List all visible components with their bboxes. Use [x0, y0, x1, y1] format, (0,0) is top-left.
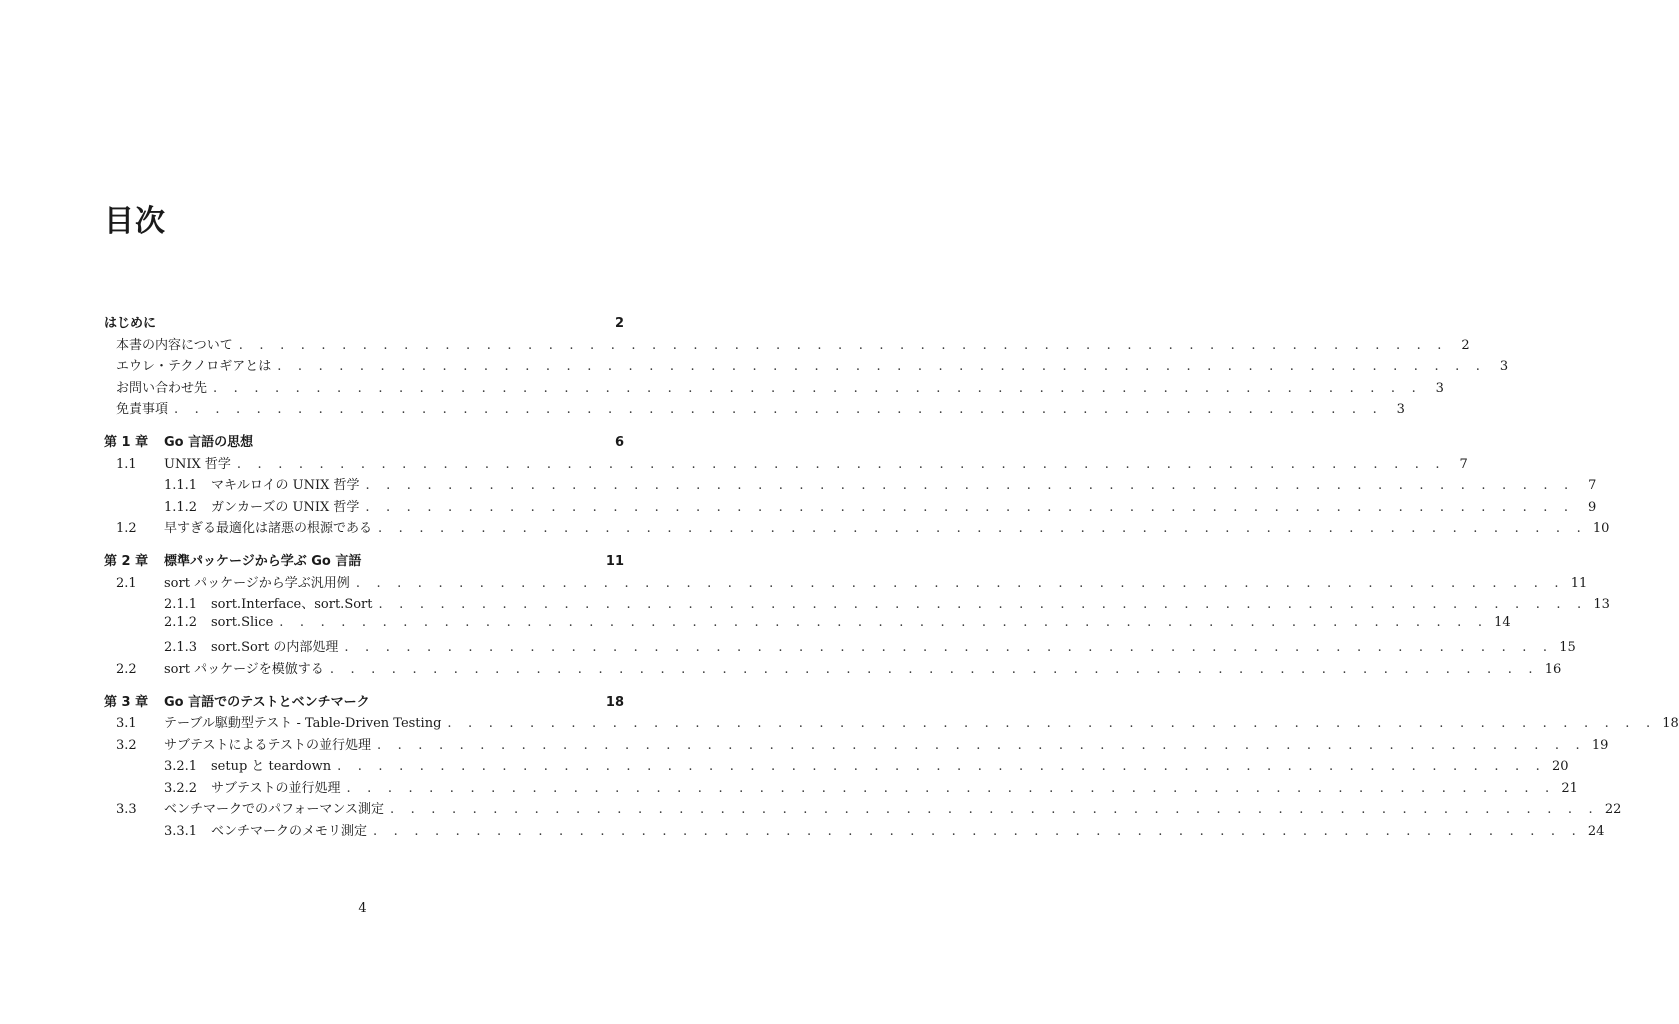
- toc-entry-label: Go 言語の思想: [164, 434, 254, 450]
- leader-dots: . . . . . . . . . . . . . . . . . . . . . . . . . . . . . . . . . . . . . . . . . . . . . . . . . . . . . . . . . . .: [329, 661, 1539, 677]
- toc-entry-number: 3.3: [116, 802, 137, 818]
- toc-front-item[interactable]: [104, 398, 1405, 420]
- table-of-contents: [104, 312, 1679, 842]
- leader-dots: . . . . . . . . . . . . . . . . . . . . . . . . . . . . . . . . . . . . . . . . . . . . . . . . . . . . . . . . . . .: [279, 614, 1489, 630]
- toc-entry-page: 21: [1561, 780, 1578, 796]
- leader-dots: . . . . . . . . . . . . . . . . . . . . . . . . . . . . . . . . . . . . . . . . . . . . . . . . . . . . . . . . . . .: [236, 456, 1446, 472]
- toc-entry-label: ベンチマークでのパフォーマンス測定: [164, 802, 384, 818]
- toc-entry-label: sort パッケージから学ぶ汎用例: [164, 575, 350, 591]
- toc-entry-number: 2.1.2: [164, 614, 198, 630]
- leader-dots: . . . . . . . . . . . . . . . . . . . . . . . . . . . . . . . . . . . . . . . . . . . . . . . . . . . . . . . . . . .: [337, 759, 1546, 775]
- toc-entry-page: 2: [614, 316, 624, 331]
- toc-subsection[interactable]: [104, 755, 1569, 777]
- toc-entry-number: 第 1 章: [104, 434, 149, 450]
- toc-entry-page: 3: [1435, 380, 1444, 396]
- toc-entry-label: sort パッケージを模倣する: [164, 661, 324, 677]
- leader-dots: . . . . . . . . . . . . . . . . . . . . . . . . . . . . . . . . . . . . . . . . . . . . . . . . . . . . . . . . . . .: [213, 380, 1422, 396]
- toc-entry-label: 免責事項: [116, 402, 169, 418]
- toc-section[interactable]: [104, 453, 1468, 475]
- toc-entry-page: 18: [605, 694, 624, 710]
- toc-entry-number: 1.1.2: [164, 499, 198, 515]
- toc-section[interactable]: [104, 734, 1609, 756]
- toc-entry-page: 11: [1570, 575, 1588, 591]
- toc-front-item[interactable]: [104, 334, 1470, 356]
- leader-dots: . . . . . . . . . . . . . . . . . . . . . . . . . . . . . . . . . . . . . . . . . . . . . . . . . . . . . . . . . . .: [355, 575, 1565, 591]
- leader-dots: . . . . . . . . . . . . . . . . . . . . . . . . . . . . . . . . . . . . . . . . . . . . . . . . . . . . . . . . . . .: [277, 359, 1487, 375]
- toc-section[interactable]: [104, 798, 1622, 820]
- leader-dots: . . . . . . . . . . . . . . . . . . . . . . . . . . . . . . . . . . . . . . . . . . . . . . . . . . . . . . . . . . .: [365, 499, 1575, 515]
- leader-dots: . . . . . . . . . . . . . . . . . . . . . . . . . . . . . . . . . . . . . . . . . . . . . . . . . . . . . . . . . . .: [389, 802, 1599, 818]
- toc-entry-page: 16: [1544, 661, 1562, 677]
- toc-entry-label: ガンカーズの UNIX 哲学: [211, 499, 360, 515]
- toc-subsection[interactable]: [104, 820, 1605, 842]
- leader-dots: . . . . . . . . . . . . . . . . . . . . . . . . . . . . . . . . . . . . . . . . . . . . . . . . . . . . . . . . . . .: [376, 737, 1586, 753]
- toc-chapter[interactable]: [104, 550, 624, 572]
- toc-entry-page: 7: [1459, 456, 1468, 472]
- toc-entry-label: sort.Slice: [211, 614, 274, 630]
- toc-entry-label: エウレ・テクノロギアとは: [116, 359, 272, 375]
- toc-entry-page: 20: [1551, 759, 1569, 775]
- toc-chapter[interactable]: [104, 691, 624, 713]
- toc-entry-number: 2.2: [116, 661, 137, 677]
- toc-entry-number: 1.1: [116, 456, 137, 472]
- toc-entry-label: ベンチマークのメモリ測定: [211, 824, 368, 840]
- toc-entry-label: テーブル駆動型テスト - Table-Driven Testing: [164, 716, 442, 732]
- toc-entry-page: 2: [1461, 337, 1470, 353]
- page-number: 4: [358, 901, 367, 916]
- toc-subsection[interactable]: [104, 636, 1576, 658]
- toc-entry-label: サブテストの並行処理: [211, 780, 341, 796]
- leader-dots: . . . . . . . . . . . . . . . . . . . . . . . . . . . . . . . . . . . . . . . . . . . . . . . . . . . . . . . . . . .: [378, 521, 1587, 537]
- toc-entry-page: 3: [1499, 359, 1509, 375]
- leader-dots: . . . . . . . . . . . . . . . . . . . . . . . . . . . . . . . . . . . . . . . . . . . . . . . . . . . . . . . . . . .: [238, 337, 1448, 353]
- toc-entry-number: 3.2.2: [164, 780, 198, 796]
- leader-dots: . . . . . . . . . . . . . . . . . . . . . . . . . . . . . . . . . . . . . . . . . . . . . . . . . . . . . . . . . . .: [365, 478, 1575, 494]
- toc-entry-label: サブテストによるテストの並行処理: [164, 737, 371, 753]
- toc-entry-number: 1.1.1: [164, 478, 198, 494]
- toc-front-heading[interactable]: [104, 312, 624, 334]
- toc-entry-page: 15: [1559, 640, 1576, 656]
- leader-dots: . . . . . . . . . . . . . . . . . . . . . . . . . . . . . . . . . . . . . . . . . . . . . . . . . . . . . . . . . . .: [344, 640, 1554, 656]
- toc-entry-number: 2.1.1: [164, 597, 198, 613]
- toc-entry-page: 24: [1587, 824, 1605, 840]
- toc-subsection[interactable]: [104, 496, 1597, 518]
- toc-entry-page: 13: [1593, 597, 1610, 613]
- leader-dots: . . . . . . . . . . . . . . . . . . . . . . . . . . . . . . . . . . . . . . . . . . . . . . . . . . . . . . . . . . .: [174, 402, 1383, 418]
- leader-dots: . . . . . . . . . . . . . . . . . . . . . . . . . . . . . . . . . . . . . . . . . . . . . . . . . . . . . . . . . . .: [346, 780, 1556, 796]
- toc-entry-label: setup と teardown: [211, 759, 332, 775]
- toc-entry-label: Go 言語でのテストとベンチマーク: [164, 694, 370, 710]
- toc-section[interactable]: [104, 517, 1610, 539]
- toc-entry-label: 早すぎる最適化は諸悪の根源である: [164, 521, 373, 537]
- page-title: 目次: [104, 204, 166, 239]
- toc-entry-page: 3: [1396, 402, 1405, 418]
- toc-subsection[interactable]: [104, 593, 1610, 615]
- toc-entry-page: 7: [1588, 478, 1597, 494]
- toc-entry-label: 標準パッケージから学ぶ Go 言語: [164, 553, 362, 569]
- toc-entry-label: お問い合わせ先: [116, 380, 208, 396]
- toc-entry-number: 3.2: [116, 737, 137, 753]
- leader-dots: . . . . . . . . . . . . . . . . . . . . . . . . . . . . . . . . . . . . . . . . . . . . . . . . . . . . . . . . . . .: [378, 597, 1588, 613]
- toc-front-item[interactable]: [104, 355, 1509, 377]
- toc-entry-label: 本書の内容について: [116, 337, 233, 353]
- toc-entry-page: 10: [1592, 521, 1610, 537]
- toc-entry-page: 14: [1494, 614, 1511, 630]
- toc-entry-page: 22: [1604, 802, 1622, 818]
- toc-section[interactable]: [104, 572, 1588, 594]
- toc-entry-page: 19: [1591, 737, 1609, 753]
- toc-subsection[interactable]: [104, 474, 1597, 496]
- toc-entry-page: 6: [614, 434, 624, 450]
- toc-entry-number: 第 2 章: [104, 553, 149, 569]
- toc-entry-number: 2.1.3: [164, 640, 198, 656]
- toc-section[interactable]: [104, 712, 1679, 734]
- toc-front-item[interactable]: [104, 377, 1444, 399]
- toc-section[interactable]: [104, 658, 1562, 680]
- toc-entry-label: sort.Sort の内部処理: [211, 640, 339, 656]
- toc-entry-number: 第 3 章: [104, 694, 149, 710]
- leader-dots: . . . . . . . . . . . . . . . . . . . . . . . . . . . . . . . . . . . . . . . . . . . . . . . . . . . . . . . . . . .: [447, 716, 1657, 732]
- leader-dots: . . . . . . . . . . . . . . . . . . . . . . . . . . . . . . . . . . . . . . . . . . . . . . . . . . . . . . . . . . .: [373, 824, 1582, 840]
- toc-entry-page: 11: [605, 553, 624, 569]
- toc-entry-page: 9: [1587, 499, 1597, 515]
- toc-entry-label: sort.Interface、sort.Sort: [211, 597, 373, 613]
- toc-subsection[interactable]: [104, 777, 1578, 799]
- toc-entry-page: 18: [1662, 716, 1679, 732]
- toc-entry-number: 2.1: [116, 575, 137, 591]
- toc-subsection[interactable]: [104, 614, 1511, 637]
- toc-entry-label: UNIX 哲学: [164, 456, 231, 472]
- toc-entry-label: マキルロイの UNIX 哲学: [211, 478, 360, 494]
- toc-entry-label: はじめに: [104, 316, 157, 331]
- toc-entry-number: 1.2: [116, 521, 137, 537]
- toc-entry-number: 3.2.1: [164, 759, 198, 775]
- toc-entry-number: 3.3.1: [164, 824, 198, 840]
- toc-chapter[interactable]: [104, 431, 624, 453]
- toc-entry-number: 3.1: [116, 716, 137, 732]
